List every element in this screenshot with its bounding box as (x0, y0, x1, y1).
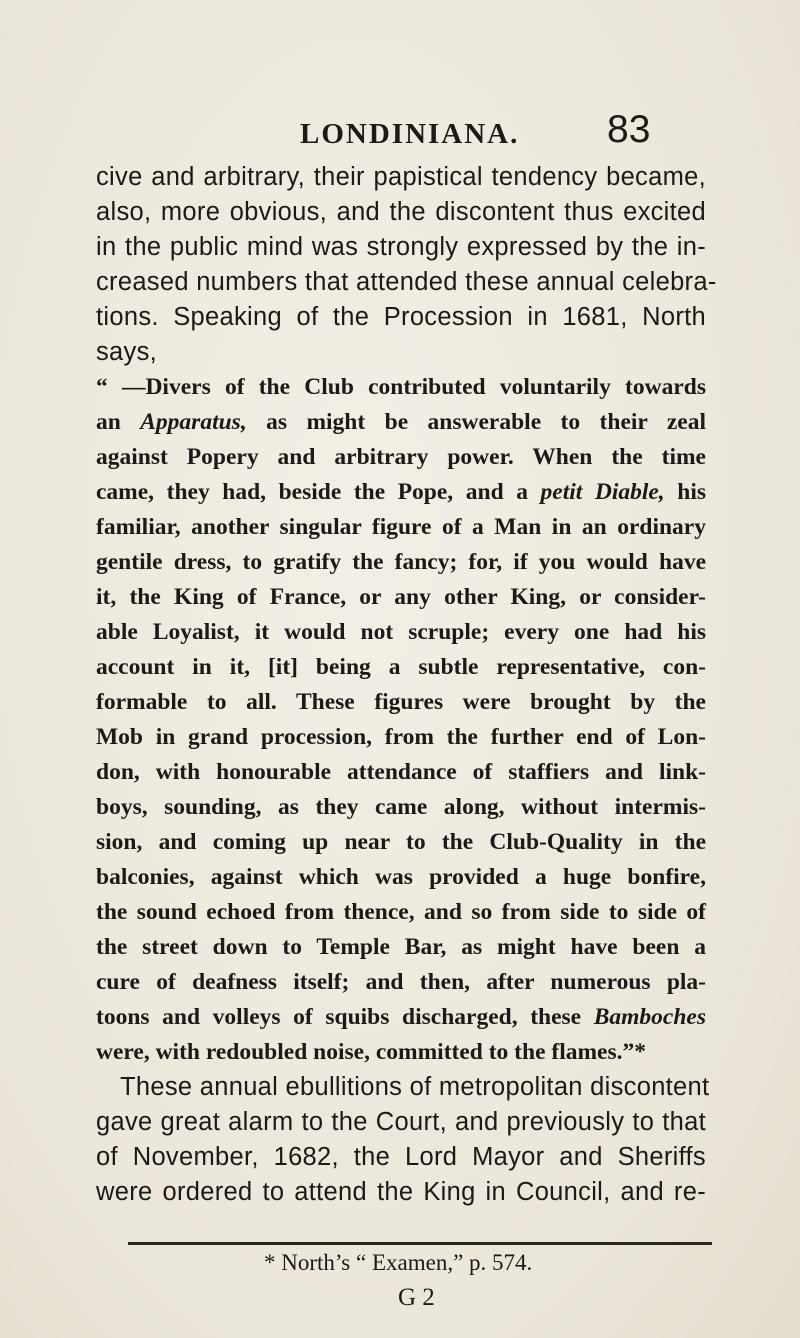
quote-line: formable to all. These figures were brought by the (96, 689, 706, 715)
text-line: also, more obvious, and the discontent thus excited (96, 198, 706, 226)
footnote: * North’s “ Examen,” p. 574. (264, 1250, 533, 1275)
quote-line (96, 405, 706, 440)
quote-line (96, 1000, 706, 1035)
quote-line: balconies, against which was provided a huge bonfire, (96, 864, 706, 890)
quote-text: as might be answerable to their zeal (246, 409, 706, 435)
footnote-rule (128, 1242, 712, 1245)
quote-line: the street down to Temple Bar, as might have been a (96, 934, 706, 960)
quote-text: his (664, 479, 706, 505)
quote-line: it, the King of France, or any other King, or consider- (96, 584, 706, 610)
text-line: of November, 1682, the Lord Mayor and Sheriffs (96, 1143, 706, 1171)
quote-line: account in it, [it] being a subtle representative, con- (96, 654, 706, 680)
quote-line: don, with honourable attendance of staffiers and link- (96, 759, 706, 785)
quote-line: “ —Divers of the Club contributed voluntarily towards (96, 374, 706, 400)
running-head-title: LONDINIANA. (300, 118, 520, 150)
text-line: These annual ebullitions of metropolitan discontent (120, 1073, 710, 1101)
text-block (96, 160, 717, 1210)
paragraph-2 (96, 1070, 710, 1210)
italic-term: Bamboches (593, 1004, 706, 1030)
italic-term: petit Diable, (540, 479, 665, 505)
quote-line (96, 475, 706, 510)
signature-mark: G 2 (398, 1284, 435, 1311)
text-line: cive and arbitrary, their papistical tendency became, (96, 163, 706, 191)
quote-line: the sound echoed from thence, and so from side to side of (96, 899, 706, 925)
italic-term: Apparatus, (140, 409, 247, 435)
quote-line: familiar, another singular figure of a Man in an ordinary (96, 514, 706, 540)
text-line: in the public mind was strongly expressed by the in- (96, 233, 706, 261)
block-quote (96, 370, 706, 1070)
quote-line: Mob in grand procession, from the further end of Lon- (96, 724, 706, 750)
quote-text: an (96, 409, 141, 435)
text-line: were ordered to attend the King in Council, and re- (96, 1178, 706, 1206)
text-line: tions. Speaking of the Procession in 1681, North (96, 303, 706, 331)
quote-line: cure of deafness itself; and then, after numerous pla- (96, 969, 706, 995)
quote-line: able Loyalist, it would not scruple; every one had his (96, 619, 706, 645)
quote-line: against Popery and arbitrary power. When the time (96, 444, 706, 470)
quote-line: were, with redoubled noise, committed to the flames.”* (96, 1039, 647, 1065)
quote-line: boys, sounding, as they came along, without intermis- (96, 794, 706, 820)
quote-line: sion, and coming up near to the Club-Quality in the (96, 829, 706, 855)
quote-text: toons and volleys of squibs discharged, these (96, 1004, 594, 1030)
quote-line: gentile dress, to gratify the fancy; for, if you would have (96, 549, 706, 575)
running-head (0, 88, 800, 151)
text-line: gave great alarm to the Court, and previously to that (96, 1108, 706, 1136)
quote-text: came, they had, beside the Pope, and a (96, 479, 541, 505)
paragraph-1 (96, 160, 717, 370)
text-line: creased numbers that attended these annual celebra- (96, 268, 717, 296)
page-number: 83 (607, 108, 651, 151)
text-line: says, (96, 338, 158, 366)
